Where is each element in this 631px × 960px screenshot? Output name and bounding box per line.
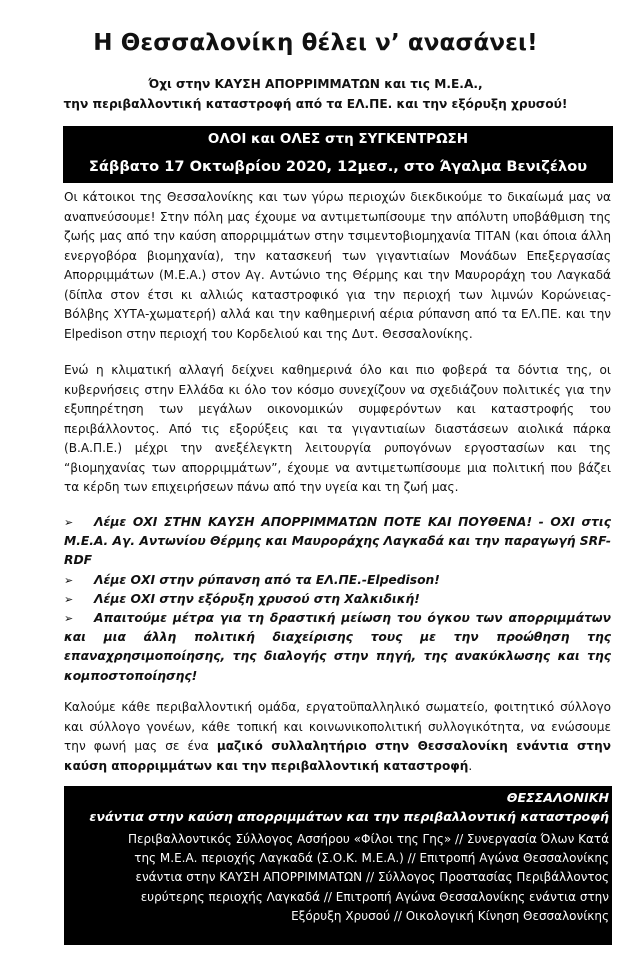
event-banner [63, 126, 613, 183]
arrow-bullet-icon: ➢ [64, 612, 74, 626]
event-call: ΟΛΟΙ και ΟΛΕΣ στη ΣΥΓΚΕΝΤΡΩΣΗ [207, 131, 469, 147]
page-title: Η Θεσσαλονίκη θέλει ν’ ανασάνει! [93, 30, 538, 56]
demand-item [64, 590, 611, 609]
demand-item [64, 609, 611, 686]
arrow-bullet-icon: ➢ [64, 592, 74, 606]
arrow-bullet-icon: ➢ [64, 516, 74, 529]
call-text: Καλούμε κάθε περιβαλλοντική ομάδα, εργατοϋπαλληλικό σωματείο, φοιτητικό σύλλογο και σύλλογο γονέων, κάθε τοπική και κοινωνικοπολιτική συλλογικότητα, να ενώσουμε την φωνή μας σε ένα [64, 700, 611, 753]
call-bold-text: μαζικό συλλαλητήριο στην Θεσσαλονίκη ενάντια στην καύση απορριμμάτων και την περιβαλλοντική καταστροφή [64, 739, 611, 773]
demand-text: Απαιτούμε μέτρα για τη δραστική μείωση του όγκου των απορριμμάτων και μια άλλη πολιτική διαχείρισης τους με την προώθηση της επαναχρησιμοποίησης, της διαλογής στην πηγή, της ανακύκλωσης και της κομποστοποίησης! [64, 611, 611, 683]
call-end: . [468, 758, 473, 773]
subtitle-line-2: την περιβαλλοντική καταστροφή από τα ΕΛ.ΠΕ. και την εξόρυξη χρυσού! [63, 97, 568, 111]
demand-text: Λέμε ΟΧΙ στην εξόρυξη χρυσού στη Χαλκιδική! [94, 591, 420, 606]
signatories-box [64, 786, 612, 945]
demand-item [64, 571, 611, 590]
subtitle [0, 74, 631, 114]
demand-item [64, 513, 611, 571]
arrow-bullet-icon: ➢ [64, 573, 74, 587]
call-paragraph [64, 698, 611, 776]
signatories-heading-slogan: ενάντια στην καύση απορριμμάτων και την περιβαλλοντική καταστροφή [89, 809, 609, 824]
event-date-location: Σάββατο 17 Οκτωβρίου 2020, 12μεσ., στο Άγαλμα Βενιζέλου [88, 158, 588, 175]
intro-paragraph: Οι κάτοικοι της Θεσσαλονίκης και των γύρω περιοχών διεκδικούμε το δικαίωμά μας να αναπνεύσουμε! Στην πόλη μας έχουμε να αντιμετωπίσουμε την απόλυτη υποβάθμιση της ζωής μας από την καύση απορριμμάτων στην τσιμεντοβιομηχανία ΤΙΤΑΝ (και όποια άλλη ενεργοβόρα βιομηχανία), την κατασκευή των γιγαντιαίων Μονάδων Επεξεργασίας Απορριμμάτων (Μ.Ε.Α.) στον Αγ. Αντώνιο της Θέρμης και την Μαυροράχη του Λαγκαδά (δίπλα στον έτσι κι αλλιώς καταστροφικό για την περιοχή των λιμνών Κορώνειας-Βόλβης ΧΥΤΑ-χωματερή) αλλά και την καθημερινή αέρια ρύπανση από τα ΕΛ.ΠΕ. και την Elpedison στην περιοχή του Κορδελιού και της Δυτ. Θεσσαλονίκης. [64, 190, 611, 341]
signatories-heading-city: ΘΕΣΣΑΛΟΝΙΚΗ [506, 790, 609, 805]
demand-text: Λέμε ΟΧΙ στην ρύπανση από τα ΕΛ.ΠΕ.-Elpedison! [94, 572, 440, 587]
demands-list [64, 513, 611, 686]
demand-text: Λέμε ΟΧΙ ΣΤΗΝ ΚΑΥΣΗ ΑΠΟΡΡΙΜΜΑΤΩΝ ΠΟΤΕ ΚΑΙ ΠΟΥΘΕΝΑ! - ΟΧΙ στις Μ.Ε.Α. Αγ. Αντωνίου Θέρμης και Μαυροράχης Λαγκαδά και την παραγωγή SRF-RDF [64, 515, 611, 568]
climate-paragraph: Ενώ η κλιματική αλλαγή δείχνει καθημερινά όλο και πιο φοβερά τα δόντια της, οι κυβερνήσεις στην Ελλάδα κι όλο τον κόσμο συνεχίζουν να σχεδιάζουν πολιτικές για την εξυπηρέτηση των μεγάλων οικονομικών συμφερόντων και καταστροφής του περιβάλλοντος. Από τις εξορύξεις και τα γιγαντιαίων διαστάσεων αιολικά πάρκα (Β.Α.Π.Ε.) μέχρι την ανεξέλεγκτη λειτουργία ρυπογόνων εργοστασίων και της “βιομηχανίας των απορριμμάτων”, έχουμε να αντιμετωπίσουμε μια πολιτική που βάζει τα κέρδη των επιχειρήσεων πάνω από την υγεία και τη ζωή μας. [64, 363, 611, 494]
subtitle-line-1: Όχι στην ΚΑΥΣΗ ΑΠΟΡΡΙΜΜΑΤΩΝ και τις Μ.Ε.Α., [148, 77, 483, 91]
signatories-list: Περιβαλλοντικός Σύλλογος Ασσήρου «Φίλοι της Γης» // Συνεργασία Όλων Κατά της Μ.Ε.Α. περιοχής Λαγκαδά (Σ.Ο.Κ. Μ.Ε.Α.) // Επιτροπή Αγώνα Θεσσαλονίκης ενάντια στην ΚΑΥΣΗ ΑΠΟΡΡΙΜΜΑΤΩΝ // Σύλλογος Προστασίας Περιβάλλοντος ευρύτερης περιοχής Λαγκαδά // Επιτροπή Αγώνα Θεσσαλονίκης ενάντια στην Εξόρυξη Χρυσού // Οικολογική Κίνηση Θεσσαλονίκης [128, 832, 609, 923]
